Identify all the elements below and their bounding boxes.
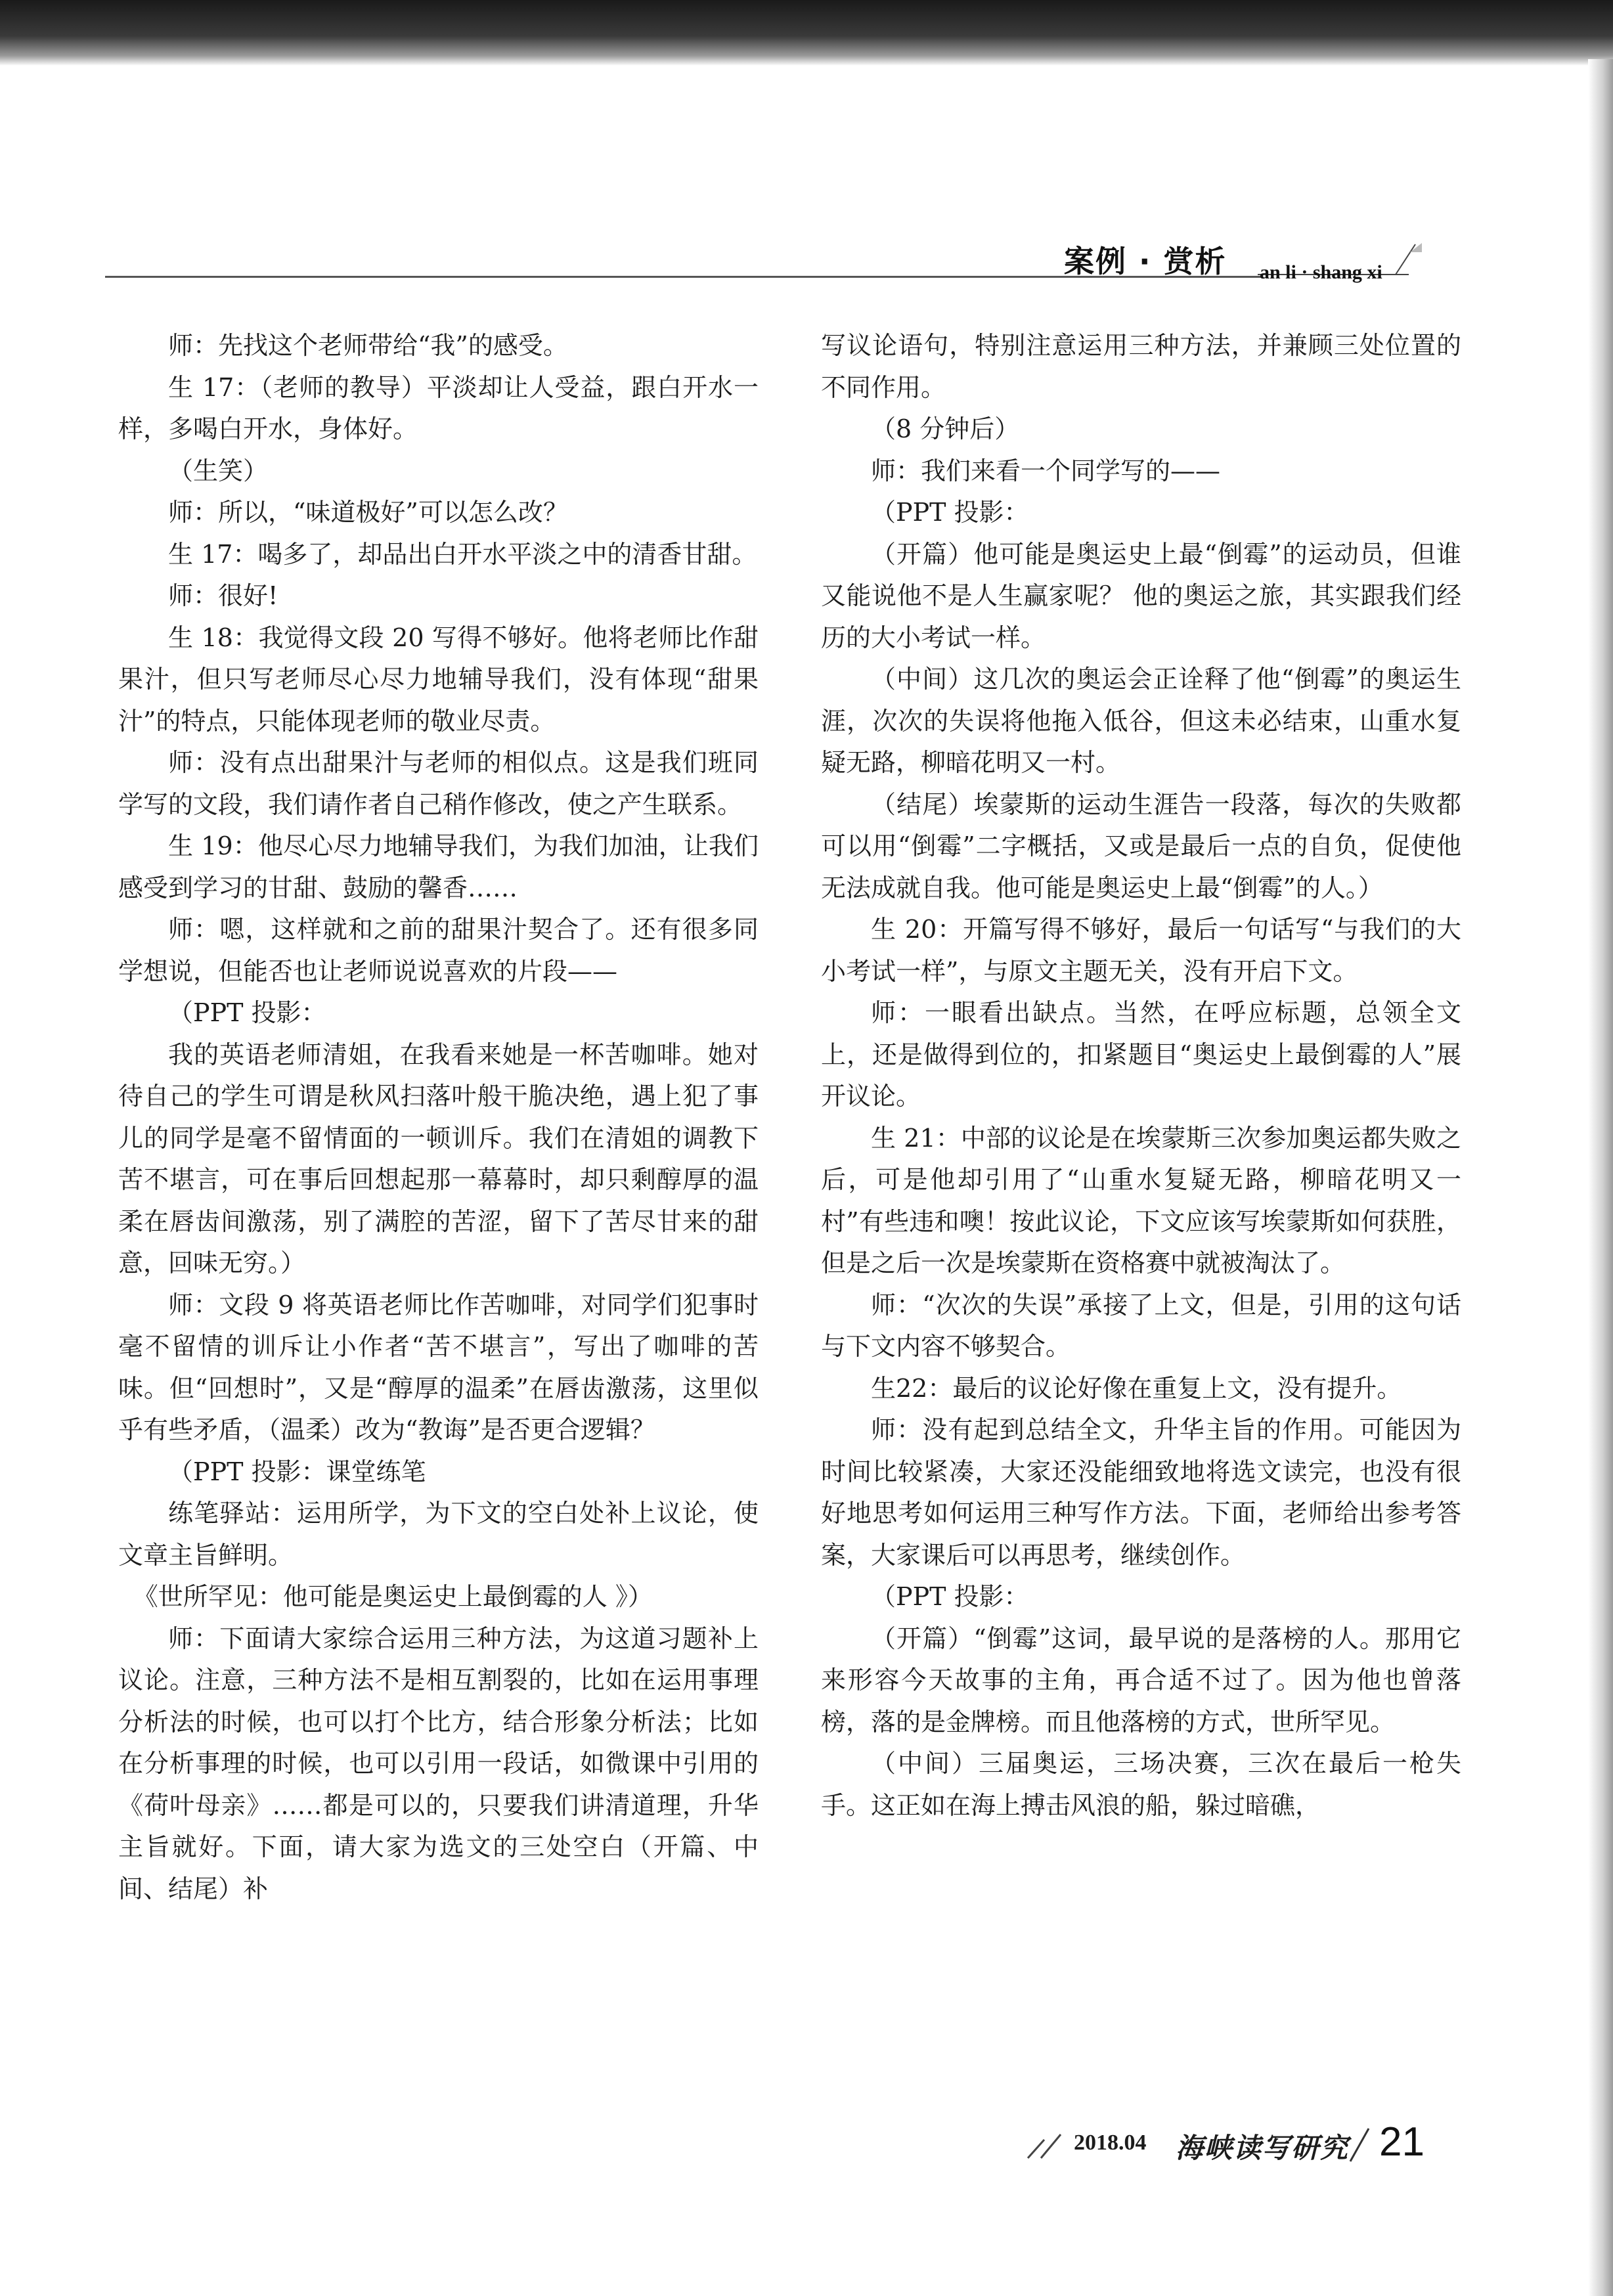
- paragraph: 师：很好!: [168, 581, 278, 610]
- paragraph: 师：“次次的失误”承接了上文，但是，引用的这句话与下文内容不够契合。: [821, 1290, 1461, 1361]
- paragraph: （生笑）: [168, 456, 269, 485]
- paragraph: （开篇）“倒霉”这词，最早说的是落榜的人。那用它来形容今天故事的主角，再合适不过了。因为他也曾落榜，落的是金牌榜。而且他落榜的方式，世所罕见。: [821, 1623, 1461, 1736]
- scan-shadow-top: [0, 0, 1613, 66]
- paragraph: （中间）这几次的奥运会正诠释了他“倒霉”的奥运生涯，次次的失误将他拖入低谷，但这未必结束，山重水复疑无路，柳暗花明又一村。: [821, 665, 1461, 777]
- footer-divider-icon: [1346, 2125, 1373, 2164]
- paragraph: （PPT 投影：: [871, 1582, 1029, 1611]
- section-title: 案例 · 赏析: [1064, 244, 1227, 279]
- scan-shadow-right: [1588, 59, 1613, 2296]
- paragraph: 师：一眼看出缺点。当然，在呼应标题，总领全文上，还是做得到位的，扣紧题目“奥运史上最倒霉的人”展开议论。: [821, 998, 1461, 1111]
- paragraph: 师：没有起到总结全文，升华主旨的作用。可能因为时间比较紧凑，大家还没能细致地将选文读完，也没有很好地思考如何运用三种写作方法。下面，老师给出参考答案，大家课后可以再思考，继续创作。: [821, 1415, 1461, 1570]
- paragraph: 生 18：我觉得文段 20 写得不够好。他将老师比作甜果汁，但只写老师尽心尽力地辅导我们，没有体现“甜果汁”的特点，只能体现老师的敬业尽责。: [118, 623, 759, 736]
- paragraph: 师：文段 9 将英语老师比作苦咖啡，对同学们犯事时毫不留情的训斥让小作者“苦不堪言”，写出了咖啡的苦味。但“回想时”，又是“醇厚的温柔”在唇齿激荡，这里似乎有些矛盾，（温柔）改为“教诲”是否更合逻辑？: [118, 1290, 759, 1444]
- paragraph: 师：下面请大家综合运用三种方法，为这道习题补上议论。注意，三种方法不是相互割裂的，比如在运用事理分析法的时候，也可以打个比方，结合形象分析法；比如在分析事理的时候，也可以引用一段话，如微课中引用的《荷叶母亲》……都是可以的，只要我们讲清道理，升华主旨就好。下面，请大家为选文的三处空白（开篇、中间、结尾）补: [118, 1623, 759, 1903]
- right-column: [821, 325, 1461, 1826]
- page-footer: [0, 2121, 1613, 2174]
- paragraph: 生22：最后的议论好像在重复上文，没有提升。: [871, 1373, 1402, 1403]
- paragraph: （PPT 投影：: [871, 498, 1029, 527]
- paragraph: 练笔驿站：运用所学，为下文的空白处补上议论，使文章主旨鲜明。: [118, 1499, 759, 1570]
- paragraph: （开篇）他可能是奥运史上最“倒霉”的运动员，但谁又能说他不是人生赢家呢？ 他的奥运之旅，其实跟我们经历的大小考试一样。: [821, 539, 1461, 652]
- paragraph: （PPT 投影：: [168, 998, 326, 1027]
- paragraph: 我的英语老师清姐，在我看来她是一杯苦咖啡。她对待自己的学生可谓是秋风扫落叶般干脆决绝，遇上犯了事儿的同学是毫不留情面的一顿训斥。我们在清姐的调教下苦不堪言，可在事后回想起那一幕幕时，却只剩醇厚的温柔在唇齿间激荡，别了满腔的苦涩，留下了苦尽甘来的甜意，回味无穷。）: [118, 1040, 759, 1277]
- paragraph: （结尾）埃蒙斯的运动生涯告一段落，每次的失败都可以用“倒霉”二字概括，又或是最后一点的自负，促使他无法成就自我。他可能是奥运史上最“倒霉”的人。）: [821, 789, 1461, 902]
- paragraph: 生 17：喝多了，却品出白开水平淡之中的清香甘甜。: [168, 539, 757, 569]
- paragraph: 《世所罕见：他可能是奥运史上最倒霉的人 》）: [133, 1582, 653, 1611]
- paragraph: 师：所以，“味道极好”可以怎么改？: [168, 498, 568, 527]
- paragraph: 生 17：（老师的教导）平淡却让人受益，跟白开水一样，多喝白开水，身体好。: [118, 372, 759, 443]
- paragraph: 生 19：他尽心尽力地辅导我们，为我们加油，让我们感受到学习的甘甜、鼓励的馨香……: [118, 831, 759, 902]
- paragraph: 师：没有点出甜果汁与老师的相似点。这是我们班同学写的文段，我们请作者自己稍作修改，使之产生联系。: [118, 748, 759, 819]
- paragraph: 师：先找这个老师带给“我”的感受。: [168, 331, 568, 360]
- left-column: [118, 325, 759, 1910]
- paragraph: 写议论语句，特别注意运用三种方法，并兼顾三处位置的不同作用。: [821, 331, 1461, 402]
- section-pinyin: an li · shang xi: [1260, 261, 1382, 283]
- paragraph: （8 分钟后）: [871, 414, 1020, 443]
- paragraph: 师：我们来看一个同学写的——: [871, 456, 1221, 485]
- journal-name: 海峡读写研究: [1176, 2132, 1350, 2164]
- page-number: 21: [1379, 2119, 1425, 2165]
- paragraph: 师：嗯，这样就和之前的甜果汁契合了。还有很多同学想说，但能否也让老师说说喜欢的片段——: [118, 915, 759, 986]
- page-header: [0, 217, 1613, 296]
- paragraph: （中间）三届奥运，三场决赛，三次在最后一枪失手。这正如在海上搏击风浪的船，躲过暗礁，: [821, 1749, 1461, 1820]
- footer-slash-icon: [1025, 2128, 1071, 2161]
- issue-date: 2018.04: [1074, 2130, 1147, 2155]
- paragraph: （PPT 投影：课堂练笔: [168, 1457, 426, 1486]
- paragraph: 生 20：开篇写得不够好，最后一句话写“与我们的大小考试一样”，与原文主题无关，没有开启下文。: [821, 915, 1461, 986]
- paragraph: 生 21：中部的议论是在埃蒙斯三次参加奥运都失败之后，可是他却引用了“山重水复疑无路，柳暗花明又一村”有些违和噢！按此议论，下文应该写埃蒙斯如何获胜，但是之后一次是埃蒙斯在资格赛中就被淘汰了。: [821, 1123, 1461, 1277]
